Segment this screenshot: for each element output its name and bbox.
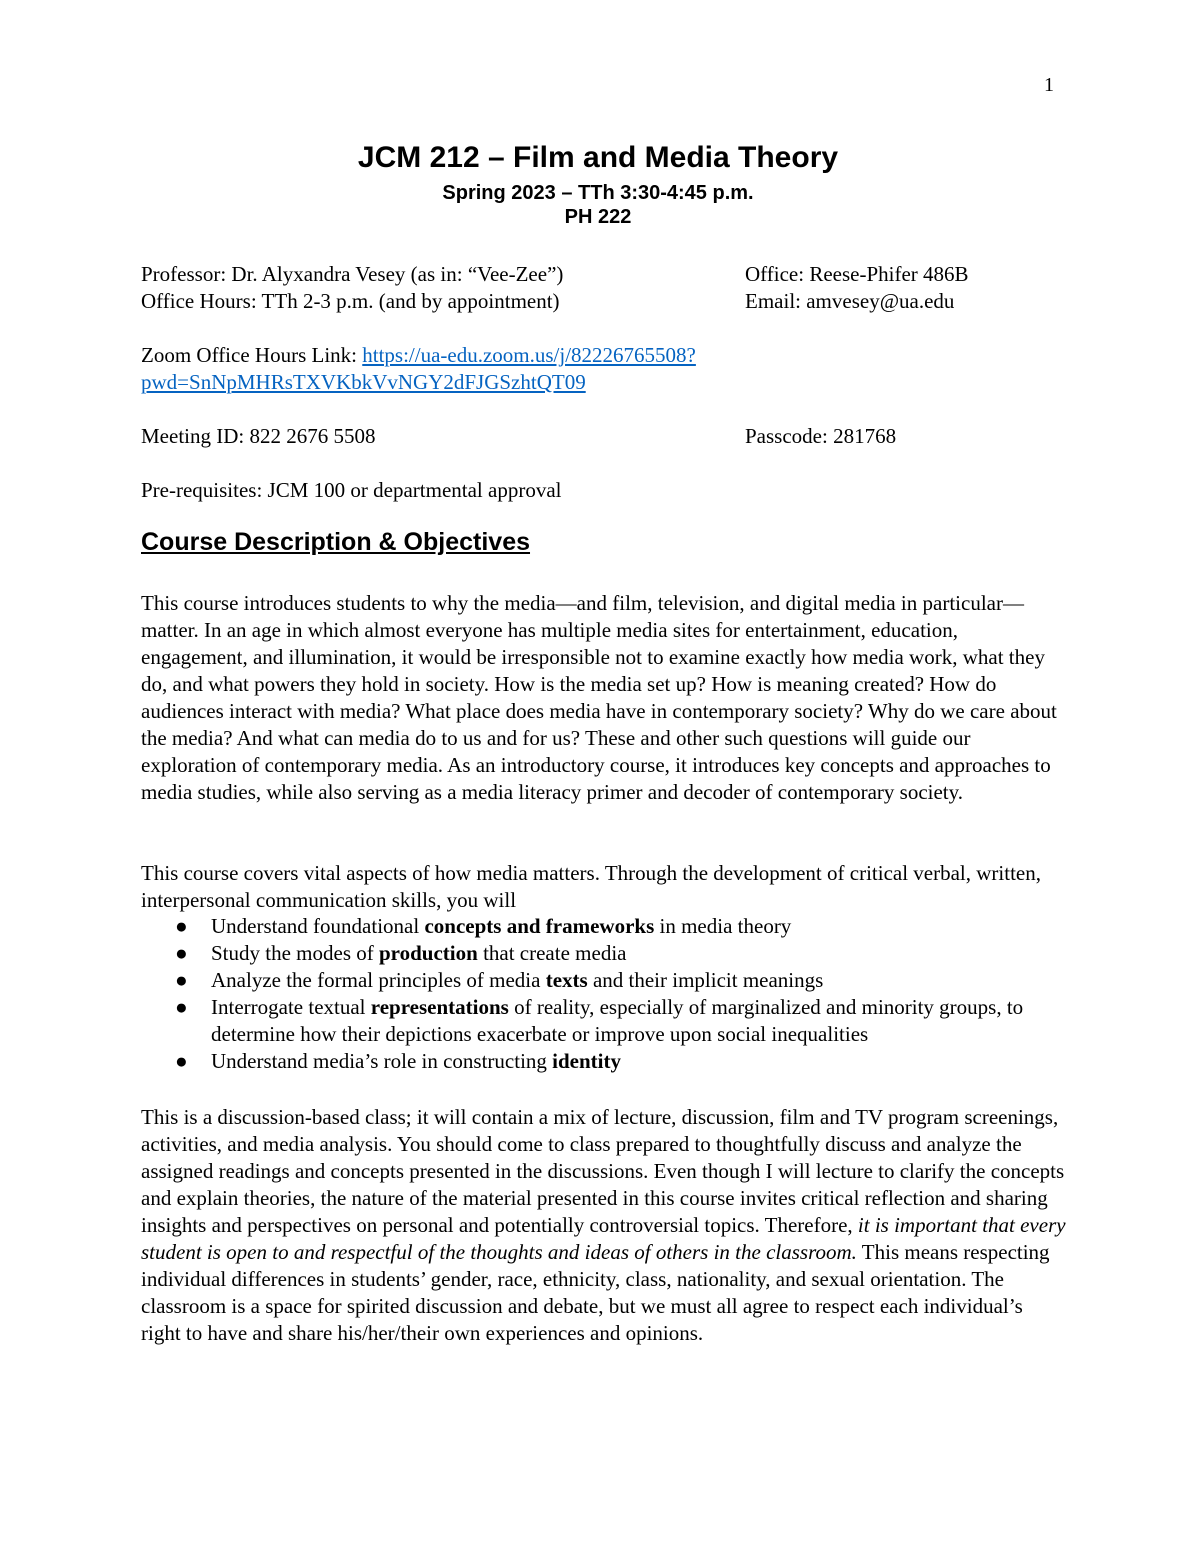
bullet-icon: ● [175,968,188,992]
bullet-icon: ● [175,914,188,938]
passcode: Passcode: 281768 [745,424,897,448]
course-room: PH 222 [564,206,632,228]
professor-line: Professor: Dr. Alyxandra Vesey (as in: “Vee-Zee”) [141,262,564,286]
meeting-id: Meeting ID: 822 2676 5508 [141,424,376,448]
list-item: ● Interrogate textual representations of reality, especially of marginalized and minority groups, to determine how their depictions exacerbate or improve upon social inequalities [175,995,1024,1046]
description-paragraph-3: This is a discussion-based class; it will contain a mix of lecture, discussion, film and TV program screenings, activities, and media analysis. You should come to class prepared to thoughtfully discuss and analyze the assigned readings and concepts presented in the discussions. Even though I will lecture to clarify the concepts and explain theories, the nature of the material presented in this course invites critical reflection and sharing insights and perspectives on personal and potentially controversial topics. Therefore, it is important that every student is open to and respectful of the thoughts and ideas of others in the classroom. This means respecting individual differences in students’ gender, race, ethnicity, class, nationality, and sexual orientation. The classroom is a space for spirited discussion and debate, but we must all agree to respect each individual’s right to have and share his/her/their own experiences and opinions. [141,1105,1066,1345]
list-item: ● Understand media’s role in constructing identity [175,1049,622,1073]
zoom-link[interactable]: https://ua-edu.zoom.us/j/82226765508? [362,343,696,367]
bullet-icon: ● [175,1049,188,1073]
objectives-list [141,913,1066,1075]
zoom-line-2 [141,370,586,395]
bullet-icon: ● [175,995,188,1019]
page-number: 1 [1044,74,1054,96]
list-item: ● Study the modes of production that create media [175,941,627,965]
course-title: JCM 212 – Film and Media Theory [357,141,839,174]
office-hours-line: Office Hours: TTh 2-3 p.m. (and by appointment) [141,289,560,313]
course-schedule: Spring 2023 – TTh 3:30-4:45 p.m. [442,182,754,204]
description-paragraph-1: This course introduces students to why the media—and film, television, and digital media in particular—matter. In an age in which almost everyone has multiple media sites for entertainment, education, engagement, and illumination, it would be irresponsible not to examine exactly how media work, what they do, and what powers they hold in society. How is the media set up? How is meaning created? How do audiences interact with media? What place does media have in contemporary society? Why do we care about the media? And what can media do to us and for us? These and other such questions will guide our exploration of contemporary media. As an introductory course, it introduces key concepts and approaches to media studies, while also serving as a media literacy primer and decoder of contemporary society. [141,591,1057,804]
prerequisites: Pre-requisites: JCM 100 or departmental approval [141,478,562,502]
zoom-link-continued[interactable]: pwd=SnNpMHRsTXVKbkVvNGY2dFJGSzhtQT09 [141,370,586,394]
bullet-icon: ● [175,941,188,965]
description-paragraph-2: This course covers vital aspects of how media matters. Through the development of critical verbal, written, interpersonal communication skills, you will [141,861,1041,912]
email-line: Email: amvesey@ua.edu [745,289,955,313]
list-item: ● Understand foundational concepts and frameworks in media theory [175,914,792,938]
zoom-line [141,343,696,368]
list-item: ● Analyze the formal principles of media texts and their implicit meanings [175,968,824,992]
office-line: Office: Reese-Phifer 486B [745,262,969,286]
zoom-label: Zoom Office Hours Link: [141,343,363,367]
section-heading: Course Description & Objectives [141,528,531,556]
